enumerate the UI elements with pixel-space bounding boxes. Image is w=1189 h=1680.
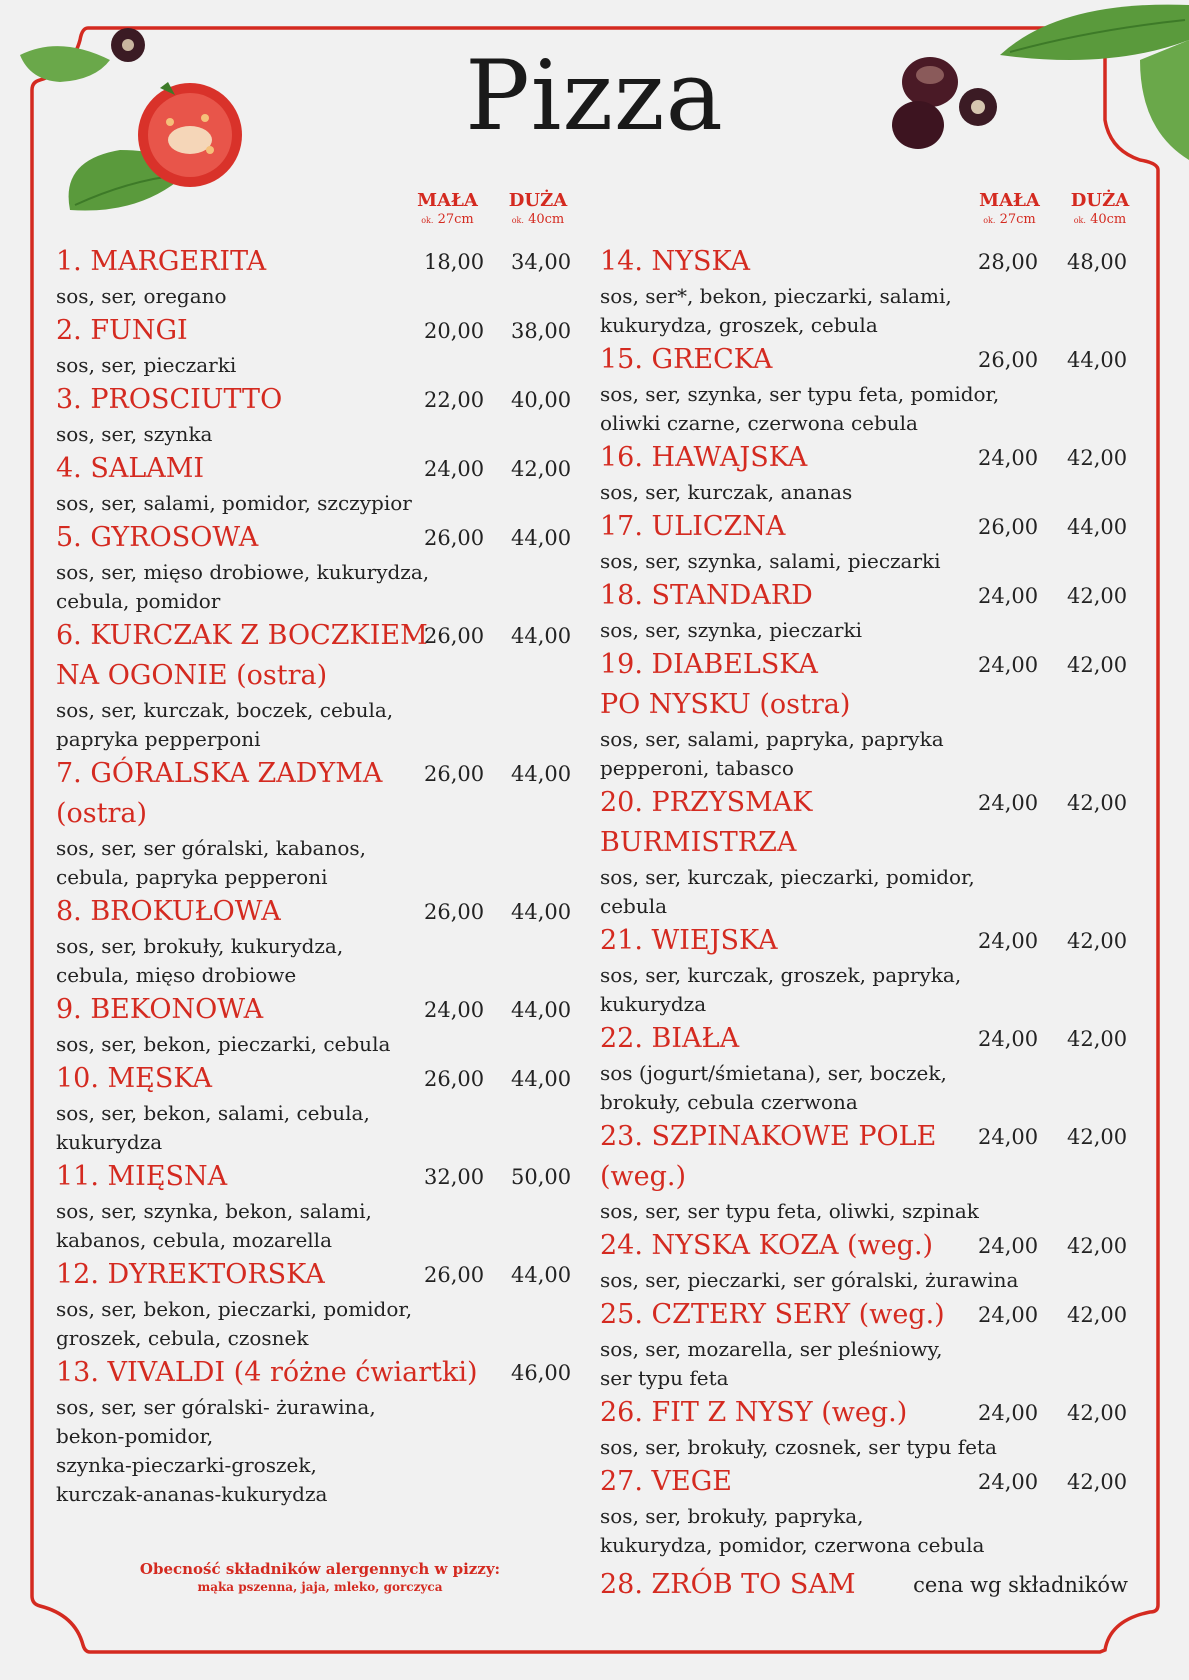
menu-item [56, 1353, 576, 1509]
item-ingredients: sos, ser, kurczak, boczek, cebula, [56, 698, 394, 722]
menu-item [600, 1226, 1130, 1295]
item-ingredients: sos, ser, kurczak, groszek, papryka, [600, 963, 962, 987]
menu-item [56, 311, 576, 380]
size-header-small: MAŁA ok. 27cm [979, 190, 1040, 227]
menu-item [600, 438, 1130, 507]
allergen-note [60, 1560, 580, 1596]
price-small: 26,00 [424, 762, 485, 786]
item-name: 12. DYREKTORSKA [56, 1259, 325, 1290]
item-name: 18. STANDARD [600, 580, 813, 611]
menu-item [600, 1019, 1130, 1117]
menu-item [600, 1393, 1130, 1462]
item-name: 23. SZPINAKOWE POLE [600, 1121, 937, 1152]
menu-item-custom [600, 1565, 1128, 1605]
item-ingredients: pepperoni, tabasco [600, 756, 794, 780]
price-large: 44,00 [511, 526, 572, 550]
menu-column-left [56, 242, 576, 1509]
allergen-list: mąka pszenna, jaja, mleko, gorczyca [197, 1580, 443, 1594]
item-ingredients: sos, ser, bekon, salami, cebula, [56, 1101, 370, 1125]
item-ingredients: sos, ser, oregano [56, 284, 227, 308]
menu-item [600, 507, 1130, 576]
item-ingredients: sos, ser, pieczarki [56, 353, 237, 377]
price-small: 26,00 [424, 1263, 485, 1287]
item-name: 6. KURCZAK Z BOCZKIEM [56, 620, 428, 651]
item-ingredients: sos, ser, ser góralski- żurawina, [56, 1395, 376, 1419]
item-ingredients: kukurydza, pomidor, czerwona cebula [600, 1533, 985, 1557]
price-large: 44,00 [511, 900, 572, 924]
menu-item [600, 1117, 1130, 1226]
price-large: 42,00 [1067, 791, 1128, 815]
item-name: 10. MĘSKA [56, 1063, 212, 1094]
item-ingredients: sos, ser, pieczarki, ser góralski, żurawina [600, 1268, 1019, 1292]
size-header-large: DUŻA ok. 40cm [1070, 190, 1130, 227]
item-name-continued: NA OGONIE (ostra) [56, 660, 328, 691]
price-small: 26,00 [424, 1067, 485, 1091]
item-name: 16. HAWAJSKA [600, 442, 808, 473]
item-ingredients: sos, ser, szynka, pieczarki [600, 618, 862, 642]
menu-item [56, 1059, 576, 1157]
price-large: 44,00 [511, 624, 572, 648]
item-ingredients: bekon-pomidor, [56, 1424, 214, 1448]
item-ingredients: papryka pepperponi [56, 727, 261, 751]
item-ingredients: cebula [600, 894, 668, 918]
item-ingredients: sos (jogurt/śmietana), ser, boczek, [600, 1061, 947, 1085]
price-large: 44,00 [511, 762, 572, 786]
size-header-large: DUŻA ok. 40cm [508, 190, 568, 227]
item-ingredients: kabanos, cebula, mozarella [56, 1228, 333, 1252]
item-ingredients: sos, ser, brokuły, czosnek, ser typu feta [600, 1435, 997, 1459]
menu-item [600, 645, 1130, 783]
item-name: 27. VEGE [600, 1466, 733, 1497]
item-ingredients: sos, ser*, bekon, pieczarki, salami, [600, 284, 952, 308]
item-ingredients: sos, ser, szynka, ser typu feta, pomidor, [600, 382, 1000, 406]
price-small: 26,00 [424, 526, 485, 550]
price-small: 24,00 [424, 457, 485, 481]
price-large: 42,00 [1067, 1234, 1128, 1258]
menu-item [56, 616, 576, 754]
item-ingredients: kukurydza [56, 1130, 163, 1154]
item-name: 11. MIĘSNA [56, 1161, 228, 1192]
price-large: 42,00 [1067, 584, 1128, 608]
item-ingredients: oliwki czarne, czerwona cebula [600, 411, 918, 435]
price-small: 24,00 [978, 1303, 1039, 1327]
price-small: 26,00 [978, 348, 1039, 372]
menu-item [600, 576, 1130, 645]
menu-item [600, 340, 1130, 438]
price-small: 24,00 [978, 1234, 1039, 1258]
price-small: 22,00 [424, 388, 485, 412]
price-small: 24,00 [978, 653, 1039, 677]
item-ingredients: szynka-pieczarki-groszek, [56, 1453, 317, 1477]
price-large: 44,00 [1067, 515, 1128, 539]
item-name: 1. MARGERITA [56, 246, 267, 277]
item-name: 13. VIVALDI (4 różne ćwiartki) [56, 1357, 478, 1388]
item-ingredients: sos, ser, kurczak, ananas [600, 480, 853, 504]
price-small: 18,00 [424, 250, 485, 274]
price-large: 42,00 [511, 457, 572, 481]
item-ingredients: sos, ser, brokuły, kukurydza, [56, 934, 344, 958]
price-large: 42,00 [1067, 1470, 1128, 1494]
item-ingredients: sos, ser, mozarella, ser pleśniowy, [600, 1337, 943, 1361]
item-name: 7. GÓRALSKA ZADYMA [56, 758, 383, 789]
menu-item [56, 449, 576, 518]
price-small: 24,00 [978, 1401, 1039, 1425]
menu-item [600, 921, 1130, 1019]
price-small: 24,00 [978, 791, 1039, 815]
item-ingredients: ser typu feta [600, 1366, 729, 1390]
item-price-note: cena wg składników [913, 1573, 1128, 1597]
price-small: 24,00 [978, 584, 1039, 608]
menu-item [600, 1295, 1130, 1393]
menu-item [56, 754, 576, 892]
item-ingredients: sos, ser, bekon, pieczarki, cebula [56, 1032, 391, 1056]
menu-item [56, 380, 576, 449]
item-name: 26. FIT Z NYSY (weg.) [600, 1397, 908, 1428]
item-name: 20. PRZYSMAK [600, 787, 813, 818]
item-ingredients: sos, ser, bekon, pieczarki, pomidor, [56, 1297, 413, 1321]
item-name: 5. GYROSOWA [56, 522, 259, 553]
price-large: 42,00 [1067, 446, 1128, 470]
item-ingredients: cebula, mięso drobiowe [56, 963, 297, 987]
item-name: 2. FUNGI [56, 315, 188, 346]
price-large: 42,00 [1067, 653, 1128, 677]
item-name: 9. BEKONOWA [56, 994, 264, 1025]
price-large: 42,00 [1067, 1303, 1128, 1327]
price-small: 32,00 [424, 1165, 485, 1189]
item-name: 21. WIEJSKA [600, 925, 778, 956]
item-name-continued: (weg.) [600, 1161, 687, 1192]
price-small: 24,00 [978, 929, 1039, 953]
price-large: 42,00 [1067, 1401, 1128, 1425]
item-ingredients: sos, ser, salami, pomidor, szczypior [56, 491, 412, 515]
item-name: 28. ZRÓB TO SAM [600, 1569, 856, 1600]
item-name-continued: (ostra) [56, 798, 148, 829]
price-large: 42,00 [1067, 1027, 1128, 1051]
item-ingredients: groszek, cebula, czosnek [56, 1326, 309, 1350]
menu-item [600, 1462, 1130, 1560]
item-name: 3. PROSCIUTTO [56, 384, 283, 415]
price-large: 44,00 [511, 1263, 572, 1287]
item-name: 15. GRECKA [600, 344, 773, 375]
price-small: 24,00 [978, 1470, 1039, 1494]
price-large: 40,00 [511, 388, 572, 412]
price-large: 48,00 [1067, 250, 1128, 274]
item-ingredients: sos, ser, brokuły, papryka, [600, 1504, 864, 1528]
price-large: 44,00 [511, 1067, 572, 1091]
item-name: 14. NYSKA [600, 246, 751, 277]
item-ingredients: sos, ser, szynka [56, 422, 213, 446]
price-small: 26,00 [424, 624, 485, 648]
price-small: 24,00 [978, 446, 1039, 470]
item-name: 4. SALAMI [56, 453, 205, 484]
price-small: 24,00 [424, 998, 485, 1022]
item-ingredients: cebula, pomidor [56, 589, 221, 613]
menu-item [600, 783, 1130, 921]
price-small: 28,00 [978, 250, 1039, 274]
item-ingredients: sos, ser, szynka, bekon, salami, [56, 1199, 372, 1223]
item-name: 25. CZTERY SERY (weg.) [600, 1299, 945, 1330]
item-ingredients: cebula, papryka pepperoni [56, 865, 328, 889]
item-ingredients: sos, ser, ser typu feta, oliwki, szpinak [600, 1199, 979, 1223]
price-small: 24,00 [978, 1027, 1039, 1051]
item-ingredients: brokuły, cebula czerwona [600, 1090, 858, 1114]
price-small: 26,00 [424, 900, 485, 924]
price-small: 26,00 [978, 515, 1039, 539]
allergen-title: Obecność składników alergennych w pizzy: [139, 1560, 501, 1578]
item-ingredients: kukurydza, groszek, cebula [600, 313, 878, 337]
item-name-continued: BURMISTRZA [600, 827, 797, 858]
price-large: 44,00 [511, 998, 572, 1022]
item-name: 22. BIAŁA [600, 1023, 740, 1054]
menu-item [56, 990, 576, 1059]
price-small: 24,00 [978, 1125, 1039, 1149]
price-large: 42,00 [1067, 929, 1128, 953]
menu-item [56, 518, 576, 616]
item-name: 24. NYSKA KOZA (weg.) [600, 1230, 934, 1261]
price-large: 46,00 [511, 1361, 572, 1385]
item-ingredients: sos, ser, ser góralski, kabanos, [56, 836, 367, 860]
item-ingredients: kukurydza [600, 992, 707, 1016]
item-ingredients: sos, ser, kurczak, pieczarki, pomidor, [600, 865, 975, 889]
page-title: Pizza [465, 40, 724, 152]
menu-item [600, 242, 1130, 340]
price-large: 34,00 [511, 250, 572, 274]
item-ingredients: sos, ser, szynka, salami, pieczarki [600, 549, 941, 573]
price-small: 20,00 [424, 319, 485, 343]
item-name: 8. BROKUŁOWA [56, 896, 281, 927]
menu-column-right [600, 242, 1130, 1560]
item-ingredients: sos, ser, mięso drobiowe, kukurydza, [56, 560, 430, 584]
item-name: 17. ULICZNA [600, 511, 786, 542]
menu-item [56, 1157, 576, 1255]
item-name-continued: PO NYSKU (ostra) [600, 689, 851, 720]
menu-item [56, 1255, 576, 1353]
price-large: 42,00 [1067, 1125, 1128, 1149]
item-ingredients: sos, ser, salami, papryka, papryka [600, 727, 944, 751]
item-name: 19. DIABELSKA [600, 649, 818, 680]
price-large: 38,00 [511, 319, 572, 343]
item-ingredients: kurczak-ananas-kukurydza [56, 1482, 328, 1506]
menu-item [56, 242, 576, 311]
price-large: 44,00 [1067, 348, 1128, 372]
menu-item [56, 892, 576, 990]
size-header-small: MAŁA ok. 27cm [417, 190, 478, 227]
price-large: 50,00 [511, 1165, 572, 1189]
